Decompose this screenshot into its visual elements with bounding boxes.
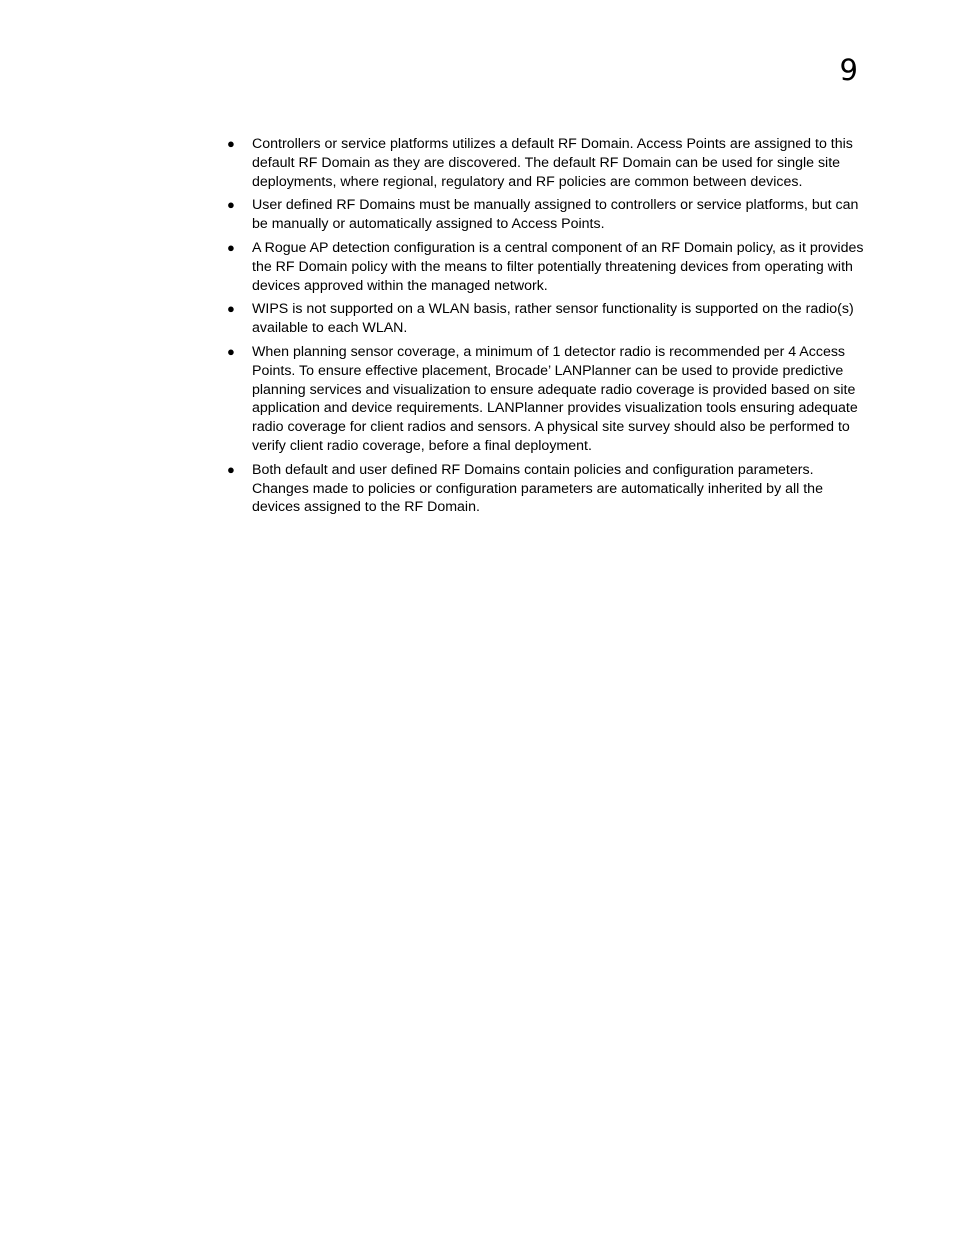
list-item-text: User defined RF Domains must be manually assigned to controllers or service platforms, but can be manually or automatically assigned to Access Points. xyxy=(252,197,859,233)
list-item xyxy=(222,135,872,191)
list-item-text: When planning sensor coverage, a minimum of 1 detector radio is recommended per 4 Access Points. To ensure effective placement, Brocade’ LANPlanner can be used to provide predictive planning services and visualization to ensure adequate radio coverage is provided based on site application and device requirements. LANPlanner provides visualization tools ensuring adequate radio coverage for client radios and sensors. A physical site survey should also be performed to verify client radio coverage, before a final deployment. xyxy=(252,343,858,454)
bullet-icon: ● xyxy=(227,136,235,151)
bullet-icon: ● xyxy=(227,239,235,255)
list-item xyxy=(222,461,872,517)
list-item-text: A Rogue AP detection configuration is a central component of an RF Domain policy, as it provides the RF Domain policy with the means to filter potentially threatening devices from operating with devices approved within the managed network. xyxy=(252,239,864,294)
list-item-text: Both default and user defined RF Domains contain policies and configuration parameters. Changes made to policies or configuration parameters are automatically inherited by all the devices assigned to the RF Domain. xyxy=(252,461,823,516)
bullet-icon: ● xyxy=(227,301,235,317)
list-item xyxy=(222,196,872,234)
chapter-number: 9 xyxy=(839,53,858,87)
list-item xyxy=(222,300,872,338)
bullet-icon: ● xyxy=(227,343,235,359)
list-item xyxy=(222,343,872,456)
bullet-list xyxy=(222,135,872,522)
bullet-icon: ● xyxy=(227,461,235,477)
list-item xyxy=(222,239,872,295)
list-item-text: WIPS is not supported on a WLAN basis, rather sensor functionality is supported on the radio(s) available to each WLAN. xyxy=(252,301,854,337)
bullet-icon: ● xyxy=(227,197,235,213)
list-item-text: Controllers or service platforms utilizes a default RF Domain. Access Points are assigned to this default RF Domain as they are discovered. The default RF Domain can be used for single site deployments, where regional, regulatory and RF policies are common between devices. xyxy=(252,136,853,190)
